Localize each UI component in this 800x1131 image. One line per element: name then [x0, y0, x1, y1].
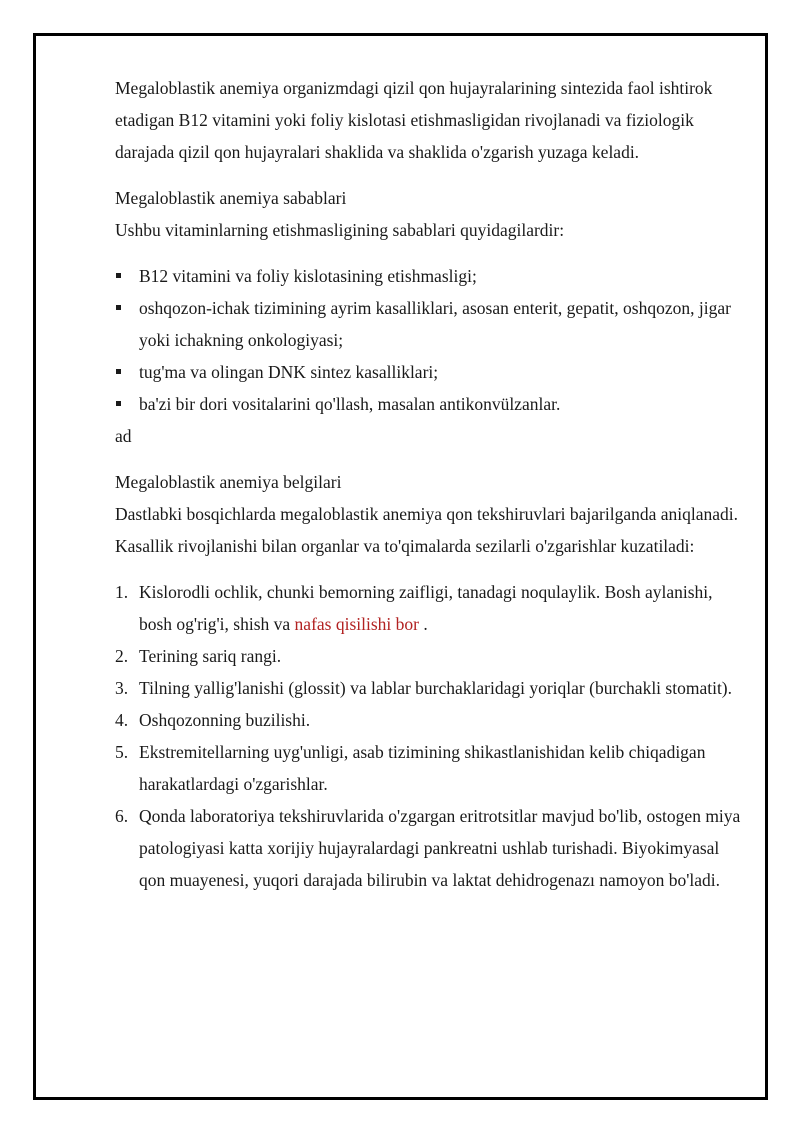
causes-heading: Megaloblastik anemiya sabablari	[115, 188, 347, 208]
list-number: 6.	[115, 806, 129, 826]
list-item-text: Qonda laboratoriya tekshiruvlarida o'zgargan eritrotsitlar mavjud bo'lib, ostogen miya patologiyasi katta xorijiy hujayralardagi pankreatni ushlab turishadi. Biyokimyasal qon muayenesi, yuqori darajada bilirubin va laktat dehidrogenazı namoyon bo'ladi.	[139, 806, 741, 890]
causes-lead: Ushbu vitaminlarning etishmasligining sabablari quyidagilardir:	[115, 220, 565, 240]
list-item-text: Oshqozonning buzilishi.	[139, 710, 311, 730]
intro-paragraph: Megaloblastik anemiya organizmdagi qizil qon hujayralarining sintezida faol ishtirok etadigan B12 vitamini yoki foliy kislotasi etishmasligidan rivojlanadi va fiziologik darajada qizil qon hujayralari shaklida va shaklida o'zgarish yuzaga keladi.	[115, 78, 713, 162]
list-item-text: Terining sariq rangi.	[139, 646, 282, 666]
list-item: tug'ma va olingan DNK sintez kasalliklari;	[139, 356, 745, 388]
list-number: 5.	[115, 742, 129, 762]
nafas-qisilishi-link[interactable]: nafas qisilishi bor	[294, 614, 424, 634]
list-item-text: Tilning yallig'lanishi (glossit) va lablar burchaklaridagi yoriqlar (burchakli stomatit).	[139, 678, 733, 698]
document-body	[115, 72, 745, 896]
ad-placeholder-text: ad	[115, 426, 132, 446]
symptoms-list	[115, 576, 745, 896]
list-item: oshqozon-ichak tizimining ayrim kasalliklari, asosan enterit, gepatit, oshqozon, jigar yoki ichakning onkologiyasi;	[139, 292, 745, 356]
list-item: ba'zi bir dori vositalarini qo'llash, masalan antikonvülzanlar.	[139, 388, 745, 420]
list-item-text-end: .	[423, 614, 428, 634]
list-number: 4.	[115, 710, 129, 730]
list-number: 1.	[115, 582, 129, 602]
symptoms-heading: Megaloblastik anemiya belgilari	[115, 472, 342, 492]
list-item	[115, 576, 745, 640]
list-number: 2.	[115, 646, 129, 666]
causes-list	[115, 260, 745, 420]
list-item	[115, 800, 745, 896]
list-item-text: Kislorodli ochlik, chunki bemorning zaifligi, tanadagi noqulaylik. Bosh aylanishi, bosh og'rig'i, shish va	[139, 582, 713, 634]
list-item: B12 vitamini va foliy kislotasining etishmasligi;	[139, 260, 745, 292]
list-number: 3.	[115, 678, 129, 698]
list-item	[115, 704, 745, 736]
list-item	[115, 736, 745, 800]
list-item	[115, 672, 745, 704]
list-item-text: Ekstremitellarning uyg'unligi, asab tizimining shikastlanishidan kelib chiqadigan harakatlardagi o'zgarishlar.	[139, 742, 706, 794]
symptoms-lead: Dastlabki bosqichlarda megaloblastik anemiya qon tekshiruvlari bajarilganda aniqlanadi. Kasallik rivojlanishi bilan organlar va to'qimalarda sezilarli o'zgarishlar kuzatiladi:	[115, 504, 739, 556]
list-item	[115, 640, 745, 672]
